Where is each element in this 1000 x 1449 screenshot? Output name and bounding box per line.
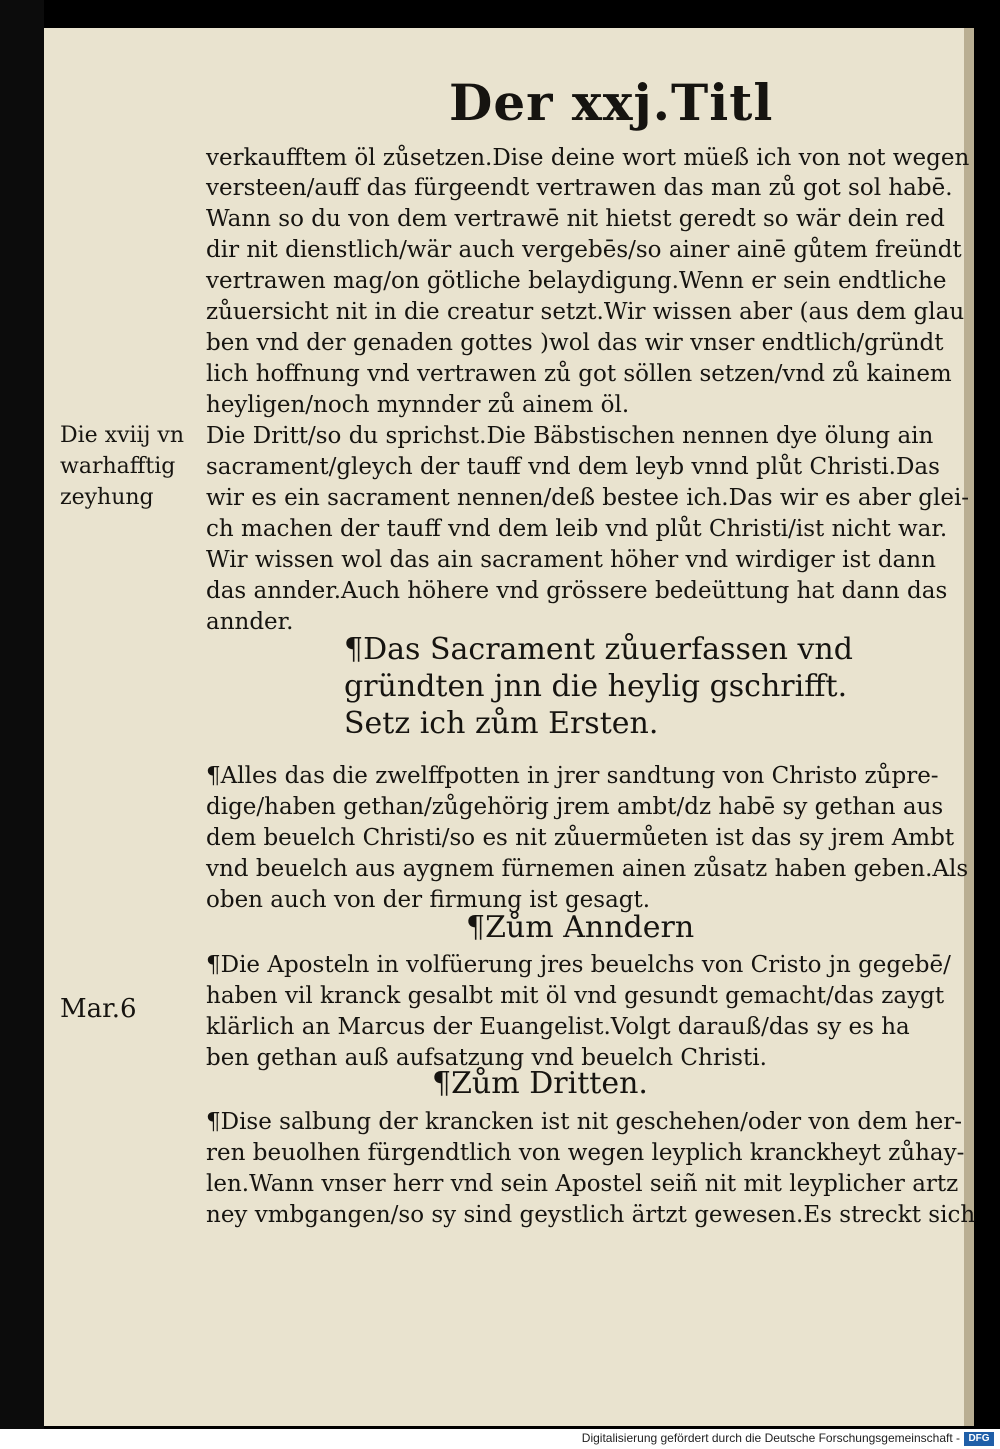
margin-note-line: Die xviij vn <box>60 423 185 448</box>
footer-bar <box>0 1429 1000 1449</box>
text-line: ¶Alles das die zwelffpotten in jrer sandtung von Christo zůpre- <box>206 763 939 789</box>
text-line: ¶Die Aposteln in volfüerung jres beuelchs von Cristo jn gegebē/ <box>206 952 951 978</box>
text-line: versteen/auff das fürgeendt vertrawen das man zů got sol habē. <box>206 175 953 201</box>
text-line: Die Dritt/so du sprichst.Die Bäbstischen nennen dye ölung ain <box>206 423 934 449</box>
dfg-logo: DFG <box>964 1432 994 1446</box>
text-line: dir nit dienstlich/wär auch vergebēs/so ainer ainē gůtem freündt <box>206 237 962 263</box>
text-line: verkaufftem öl zůsetzen.Dise deine wort müeß ich von not wegen <box>206 145 970 171</box>
section-heading: Setz ich zům Ersten. <box>344 706 659 741</box>
text-line: Wann so du von dem vertrawē nit hietst geredt so wär dein red <box>206 206 945 232</box>
scan-border-left <box>0 0 44 1429</box>
text-line: dige/haben gethan/zůgehörig jrem ambt/dz habē sy gethan aus <box>206 794 944 820</box>
text-line: dem beuelch Christi/so es nit zůuermůeten ist das sy jrem Ambt <box>206 825 955 851</box>
text-line: das annder.Auch höhere vnd grössere bedeüttung hat dann das <box>206 578 948 604</box>
text-line: lich hoffnung vnd vertrawen zů got söllen setzen/vnd zů kainem <box>206 361 952 387</box>
book-page <box>44 28 974 1426</box>
margin-note-line: warhafftig <box>60 454 176 479</box>
text-line: sacrament/gleych der tauff vnd dem leyb vnnd plůt Christi.Das <box>206 454 940 480</box>
text-line: ney vmbgangen/so sy sind geystlich ärtzt gewesen.Es streckt sich <box>206 1202 976 1228</box>
text-line: heyligen/noch mynnder zů ainem öl. <box>206 392 630 418</box>
text-line: ¶Dise salbung der krancken ist nit geschehen/oder von dem her- <box>206 1109 963 1135</box>
text-line: Wir wissen wol das ain sacrament höher vnd wirdiger ist dann <box>206 547 936 573</box>
section-heading: gründten jnn die heylig gschrifft. <box>344 669 848 704</box>
text-line: ch machen der tauff vnd dem leib vnd plůt Christi/ist nicht war. <box>206 516 948 542</box>
text-line: wir es ein sacrament nennen/deß bestee ich.Das wir es aber glei- <box>206 485 970 511</box>
section-heading: ¶Zům Dritten. <box>432 1066 648 1101</box>
text-line: ben vnd der genaden gottes )wol das wir vnser endtlich/gründt <box>206 330 944 356</box>
text-line: ben gethan auß aufsatzung vnd beuelch Christi. <box>206 1045 767 1071</box>
funding-notice: Digitalisierung gefördert durch die Deutsche Forschungsgemeinschaft - <box>581 1431 960 1445</box>
text-line: klärlich an Marcus der Euangelist.Volgt darauß/das sy es ha <box>206 1014 910 1040</box>
text-line: annder. <box>206 609 294 635</box>
text-line: ren beuolhen fürgendtlich von wegen leyplich kranckheyt zůhay- <box>206 1140 965 1166</box>
text-line: len.Wann vnser herr vnd sein Apostel seiñ nit mit leyplicher artz <box>206 1171 959 1197</box>
margin-note-line: zeyhung <box>60 485 154 510</box>
text-line: vnd beuelch aus aygnem fürnemen ainen zůsatz haben geben.Als <box>206 856 969 882</box>
text-line: vertrawen mag/on götliche belaydigung.Wenn er sein endtliche <box>206 268 947 294</box>
margin-note-line: Mar.6 <box>60 994 137 1024</box>
text-line: oben auch von der firmung ist gesagt. <box>206 887 651 913</box>
text-line: zůuersicht nit in die creatur setzt.Wir wissen aber (aus dem glau <box>206 299 965 325</box>
section-heading: ¶Zům Anndern <box>466 910 695 945</box>
text-line: haben vil kranck gesalbt mit öl vnd gesundt gemacht/das zaygt <box>206 983 945 1009</box>
section-heading: ¶Das Sacrament zůuerfassen vnd <box>344 632 853 667</box>
page-header: Der xxj.Titl <box>449 73 774 132</box>
